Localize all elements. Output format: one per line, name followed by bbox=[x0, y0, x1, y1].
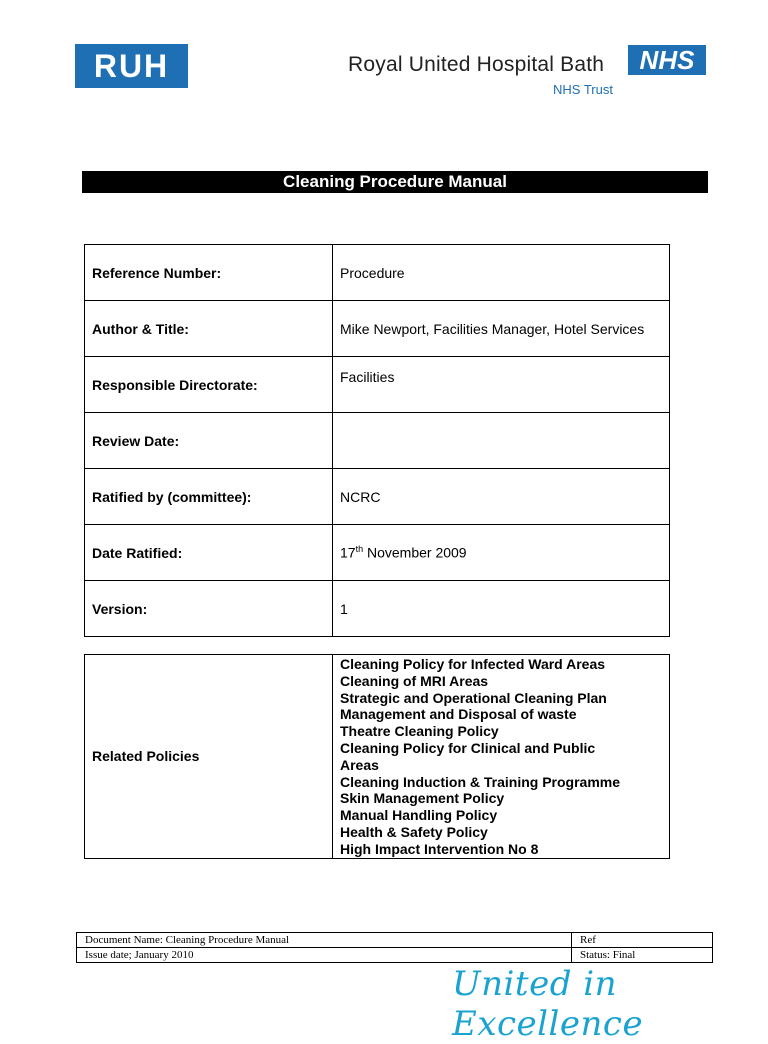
info-value bbox=[333, 413, 670, 469]
info-value: NCRC bbox=[333, 469, 670, 525]
info-row bbox=[85, 301, 670, 357]
document-title: Cleaning Procedure Manual bbox=[82, 171, 708, 193]
policy-item: High Impact Intervention No 8 bbox=[340, 840, 539, 857]
nhs-logo: NHS bbox=[628, 45, 706, 75]
footer-status: Status: Final bbox=[572, 948, 713, 963]
policy-item: Cleaning Policy for Clinical and Public bbox=[340, 739, 596, 756]
info-row bbox=[85, 413, 670, 469]
policy-item: Management and Disposal of waste bbox=[340, 706, 577, 723]
slogan: United in Excellence bbox=[452, 964, 644, 1044]
hospital-name: Royal United Hospital Bath bbox=[348, 53, 605, 76]
info-row bbox=[85, 357, 670, 413]
policy-item: Health & Safety Policy bbox=[340, 823, 488, 840]
info-label: Reference Number: bbox=[85, 245, 333, 301]
info-value-date bbox=[333, 525, 670, 581]
info-row bbox=[85, 245, 670, 301]
related-policies-label: Related Policies bbox=[85, 655, 333, 859]
info-label: Review Date: bbox=[85, 413, 333, 469]
footer-table bbox=[76, 932, 713, 963]
policy-item: Cleaning Policy for Infected Ward Areas bbox=[340, 656, 606, 672]
policy-item: Cleaning of MRI Areas bbox=[340, 672, 489, 689]
info-row bbox=[85, 581, 670, 637]
info-value: 1 bbox=[333, 581, 670, 637]
footer-doc-name: Document Name: Cleaning Procedure Manual bbox=[77, 933, 572, 948]
policy-item: Theatre Cleaning Policy bbox=[340, 723, 499, 740]
info-label: Date Ratified: bbox=[85, 525, 333, 581]
policy-item: Skin Management Policy bbox=[340, 790, 505, 807]
policy-item: Areas bbox=[340, 756, 379, 773]
info-value: Mike Newport, Facilities Manager, Hotel Services bbox=[333, 301, 670, 357]
related-policies-table bbox=[84, 654, 670, 859]
info-value: Procedure bbox=[333, 245, 670, 301]
info-row bbox=[85, 525, 670, 581]
info-label: Ratified by (committee): bbox=[85, 469, 333, 525]
date-day: 17 bbox=[340, 544, 356, 561]
info-label: Responsible Directorate: bbox=[85, 357, 333, 413]
footer-issue-date: Issue date; January 2010 bbox=[77, 948, 572, 963]
info-label: Author & Title: bbox=[85, 301, 333, 357]
info-value: Facilities bbox=[333, 357, 670, 413]
related-policies-list bbox=[333, 655, 670, 859]
info-row bbox=[85, 469, 670, 525]
policy-item: Strategic and Operational Cleaning Plan bbox=[340, 689, 607, 706]
nhs-trust-label: NHS Trust bbox=[553, 82, 613, 97]
policy-item: Manual Handling Policy bbox=[340, 807, 498, 824]
ruh-logo: RUH bbox=[75, 44, 188, 88]
info-label: Version: bbox=[85, 581, 333, 637]
document-info-table bbox=[84, 244, 670, 637]
date-rest: November 2009 bbox=[363, 544, 467, 561]
date-suffix: th bbox=[355, 544, 364, 555]
policy-item: Cleaning Induction & Training Programme bbox=[340, 773, 621, 790]
footer-ref: Ref bbox=[572, 933, 713, 948]
